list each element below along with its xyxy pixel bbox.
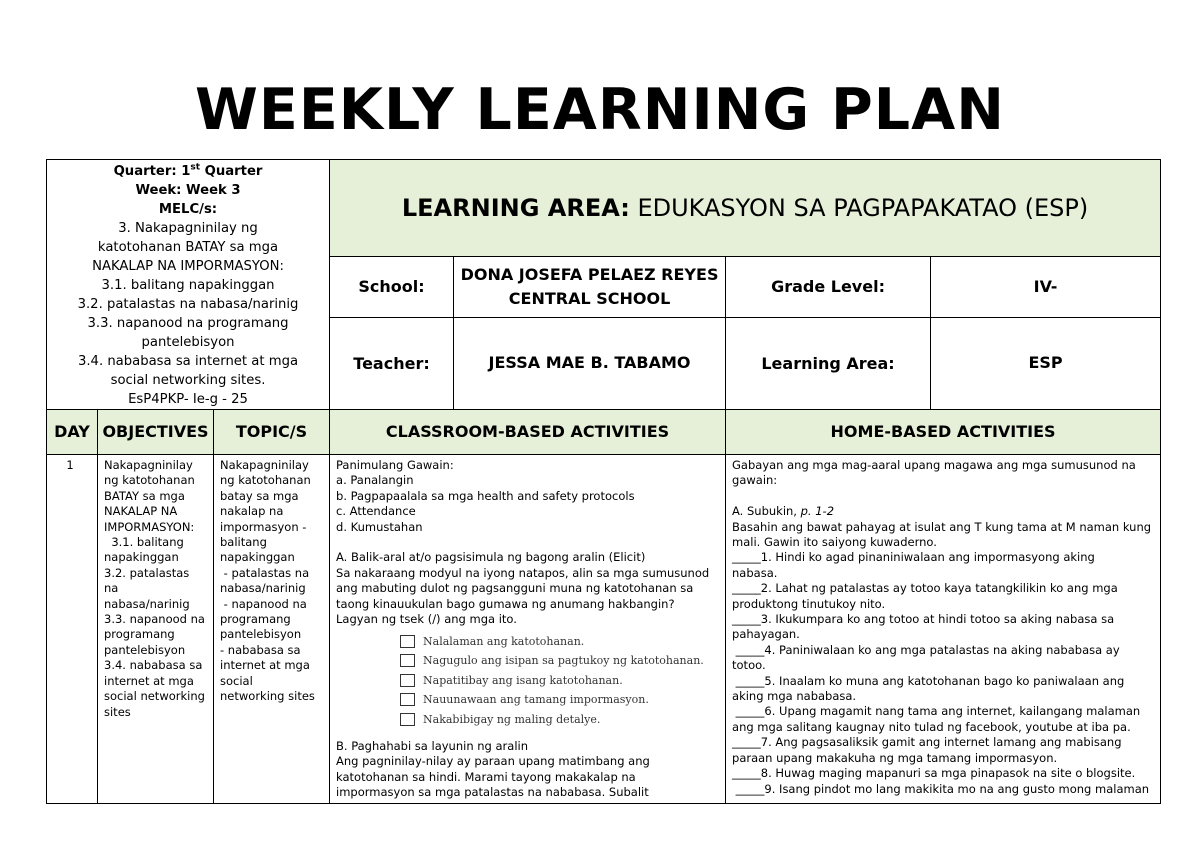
classroom-line: taong kinauukulan bago gumawa ng anumang hakbangin? — [336, 596, 675, 611]
home-line: nabasa. — [732, 565, 778, 580]
topic-line: programang — [220, 612, 291, 627]
classroom-line: d. Kumustahan — [336, 519, 423, 534]
learning-area-label: LEARNING AREA: — [401, 194, 630, 223]
classroom-line: c. Attendance — [336, 504, 416, 519]
objective-line: internet at mga — [104, 673, 194, 688]
topic-line: - patalastas na — [220, 565, 310, 580]
quarter-label: Quarter: 1 — [113, 164, 191, 179]
objective-line: 3.4. nababasa sa — [104, 658, 203, 673]
home-line: pahayagan. — [732, 627, 800, 642]
learning-area-short-value: ESP — [931, 317, 1161, 409]
objectives-cell — [98, 455, 214, 804]
checklist-item — [400, 670, 721, 690]
home-line: gawain: — [732, 473, 778, 488]
objective-line: NAKALAP NA — [104, 504, 178, 519]
learning-area-value: EDUKASYON SA PAGPAPAKATAO (ESP) — [637, 194, 1089, 223]
objective-line: 3.3. napanood na — [104, 612, 205, 627]
melc-line: 3. Nakapagninilay ng — [118, 221, 258, 236]
home-line: _____6. Upang magamit nang tama ang internet, kailangang malaman — [732, 704, 1141, 719]
objective-line: programang — [104, 627, 175, 642]
objective-line: 3.1. balitang — [104, 535, 184, 550]
objective-line: napakinggan — [104, 550, 179, 565]
melc-line: 3.4. nababasa sa internet at mga — [77, 354, 299, 369]
classroom-line: a. Panalangin — [336, 473, 414, 488]
header-day: DAY — [47, 410, 98, 455]
home-line: Gabayan ang mga mag-aaral upang magawa ang mga sumusunod na — [732, 458, 1136, 472]
day-cell — [47, 455, 98, 804]
checkbox-icon — [400, 635, 415, 648]
home-line: _____2. Lahat ng patalastas ay totoo kaya tatangkilikin ko ang mga — [732, 581, 1118, 596]
classroom-activities-content — [330, 455, 725, 803]
topic-line: balitang — [220, 535, 267, 550]
teacher-value: JESSA MAE B. TABAMO — [454, 317, 726, 409]
home-line: _____5. Inaalam ko muna ang katotohanan bago ko paniwalaan ang — [732, 673, 1125, 688]
learning-area-header — [330, 160, 1161, 257]
teacher-label: Teacher: — [330, 317, 454, 409]
melc-label: MELC/s: — [158, 202, 218, 217]
home-line: _____3. Ikukumpara ko ang totoo at hindi totoo sa aking nabasa sa — [732, 612, 1115, 627]
day-number: 1 — [66, 458, 74, 472]
topic-line: ng katotohanan — [220, 473, 311, 488]
classroom-line: ang mabuting dulot ng pagsangguni muna ng katotohanan sa — [336, 581, 694, 596]
classroom-line: A. Balik-aral at/o pagsisimula ng bagong aralin (Elicit) — [336, 550, 646, 565]
topic-line: impormasyon - — [220, 519, 307, 534]
checklist-item — [400, 631, 721, 651]
objective-line: sites — [104, 704, 131, 719]
topic-line: social — [220, 673, 253, 688]
quarter-rest: Quarter — [200, 164, 263, 179]
checklist-item — [400, 709, 721, 729]
topics-list — [214, 455, 329, 803]
quarter-melc-cell — [47, 160, 330, 410]
checkbox-icon — [400, 674, 415, 687]
home-line: _____7. Ang pagsasaliksik gamit ang internet lamang ang mabisang — [732, 735, 1122, 750]
school-label: School: — [330, 257, 454, 317]
topic-line: - nababasa sa — [220, 642, 301, 657]
topic-line: pantelebisyon — [220, 627, 302, 642]
topic-line: internet at mga — [220, 658, 310, 673]
checklist-item — [400, 690, 721, 710]
melc-line: 3.3. napanood na programang — [87, 316, 289, 331]
melc-line: pantelebisyon — [141, 335, 235, 350]
melc-line: 3.1. balitang napakinggan — [101, 278, 275, 293]
home-activities-content — [726, 455, 1160, 803]
objectives-list — [98, 455, 213, 803]
checklist-item-label: Nauunawaan ang tamang impormasyon. — [423, 693, 649, 706]
topic-line: - napanood na — [220, 596, 307, 611]
quarter-sup: st — [190, 162, 201, 173]
subukin-page: p. 1-2 — [800, 504, 835, 519]
checklist — [400, 631, 721, 729]
topics-cell — [214, 455, 330, 804]
melc-line: 3.2. patalastas na nabasa/narinig — [77, 297, 299, 312]
subukin-label: A. Subukin, — [732, 504, 801, 519]
classroom-line: Lagyan ng tsek (/) ang mga ito. — [336, 612, 517, 627]
classroom-line: Ang pagninilay-nilay ay paraan upang matimbang ang — [336, 754, 650, 769]
classroom-line: Sa nakaraang modyul na iyong natapos, alin sa mga sumusunod — [336, 565, 710, 580]
checkbox-icon — [400, 693, 415, 706]
home-line: Basahin ang bawat pahayag at isulat ang T kung tama at M naman kung — [732, 519, 1152, 534]
objective-line: ng katotohanan — [104, 473, 195, 488]
home-line: _____9. Isang pindot mo lang makikita mo na ang gusto mong malaman — [732, 781, 1150, 796]
home-line: ang mga salitang kaugnay nito tulad ng facebook, youtube at iba pa. — [732, 719, 1131, 734]
home-line: _____1. Hindi ko agad pinaniniwalaan ang impormasyong aking — [732, 550, 1095, 565]
objective-line: Nakapagninilay — [104, 458, 193, 472]
quarter-line — [47, 162, 329, 181]
home-activities-cell — [726, 455, 1161, 804]
objective-line: nabasa/narinig — [104, 596, 190, 611]
home-line: _____8. Huwag maging mapanuri sa mga pinapasok na site o blogsite. — [732, 766, 1136, 781]
home-line: paraan upang makakuha ng mga tamang impormasyon. — [732, 750, 1058, 765]
classroom-line: B. Paghahabi sa layunin ng aralin — [336, 738, 529, 753]
checklist-item-label: Nalalaman ang katotohanan. — [423, 634, 585, 648]
topic-line: napakinggan — [220, 550, 295, 565]
week-line: Week: Week 3 — [135, 183, 241, 198]
topic-line: networking sites — [220, 689, 315, 704]
objective-line: na — [104, 581, 119, 596]
learning-area-short-label: Learning Area: — [726, 317, 931, 409]
checkbox-icon — [400, 713, 415, 726]
objective-line: pantelebisyon — [104, 642, 186, 657]
header-topics: TOPIC/S — [214, 410, 330, 455]
checklist-item — [400, 651, 721, 671]
melc-line: katotohanan BATAY sa mga — [97, 240, 279, 255]
melc-line: social networking sites. — [110, 373, 266, 388]
grade-level-label: Grade Level: — [726, 257, 931, 317]
classroom-line: impormasyon sa mga patalastas na nababasa. Subalit — [336, 785, 649, 800]
header-home-activities: HOME-BASED ACTIVITIES — [726, 410, 1161, 455]
checklist-item-label: Nagugulo ang isipan sa pagtukoy ng katotohanan. — [423, 654, 704, 667]
classroom-line: Panimulang Gawain: — [336, 458, 454, 472]
melc-line: NAKALAP NA IMPORMASYON: — [92, 259, 284, 274]
checkbox-icon — [400, 654, 415, 667]
home-line: totoo. — [732, 658, 766, 673]
page-title: WEEKLY LEARNING PLAN — [195, 77, 1005, 143]
school-value: DONA JOSEFA PELAEZ REYES CENTRAL SCHOOL — [454, 257, 726, 317]
objective-line: social networking — [104, 689, 205, 704]
classroom-activities-cell — [330, 455, 726, 804]
home-blank-line — [732, 489, 1156, 504]
objective-line: IMPORMASYON: — [104, 519, 195, 534]
subukin-line — [732, 504, 1156, 519]
home-line: mali. Gawin ito saiyong kuwaderno. — [732, 535, 937, 550]
topic-line: nabasa/narinig — [220, 581, 306, 596]
home-line: aking mga nababasa. — [732, 689, 857, 704]
classroom-line: katotohanan sa hindi. Marami tayong makakalap na — [336, 769, 636, 784]
objective-line: 3.2. patalastas — [104, 565, 190, 580]
checklist-item-label: Napatitibay ang isang katotohanan. — [423, 673, 623, 687]
classroom-blank-line — [336, 535, 721, 550]
classroom-line: b. Pagpapaalala sa mga health and safety protocols — [336, 488, 635, 503]
checklist-item-label: Nakabibigay ng maling detalye. — [423, 712, 601, 726]
header-classroom-activities: CLASSROOM-BASED ACTIVITIES — [330, 410, 726, 455]
home-line: _____4. Paniniwalaan ko ang mga patalastas na aking nababasa ay — [732, 642, 1120, 657]
melc-code: EsP4PKP- Ie-g - 25 — [128, 392, 248, 407]
topic-line: batay sa mga — [220, 488, 299, 503]
objective-line: BATAY sa mga — [104, 488, 185, 503]
header-objectives: OBJECTIVES — [98, 410, 214, 455]
topic-line: Nakapagninilay — [220, 458, 309, 472]
topic-line: nakalap na — [220, 504, 284, 519]
home-line: produktong tinutukoy nito. — [732, 596, 886, 611]
learning-plan-table — [46, 159, 1161, 804]
grade-level-value: IV- — [931, 257, 1161, 317]
